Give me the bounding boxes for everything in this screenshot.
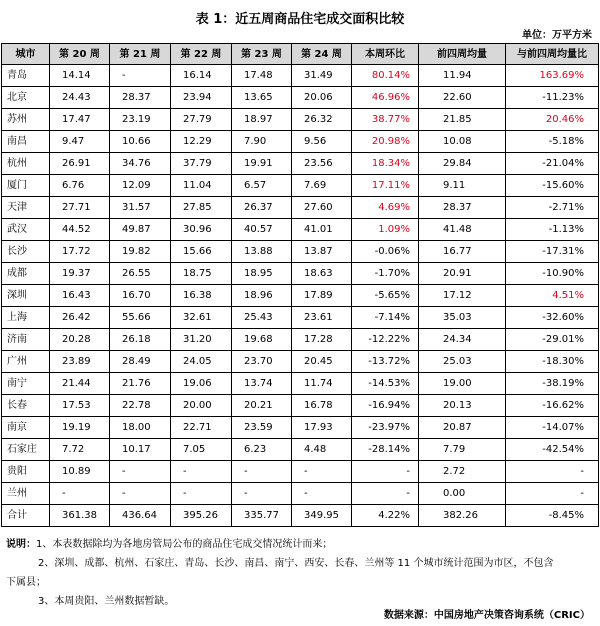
week-22-cell: 16.38 [171,285,232,307]
week-20-cell: 16.43 [50,285,110,307]
table-row [2,461,599,483]
four-week-average-cell: 2.72 [419,461,506,483]
note-item: 2、深圳、成都、杭州、石家庄、青岛、长沙、南昌、南宁、西安、长春、兰州等 11 个城市统计范围为市区，不包含 [38,558,554,569]
vs-average-cell: -21.04% [506,153,599,175]
week-24-cell: 18.63 [292,263,352,285]
week-20-cell: 24.43 [50,87,110,109]
week-21-cell: 28.49 [110,351,171,373]
transaction-area-table [1,43,599,527]
week-21-cell: 436.64 [110,505,171,527]
week-over-week-cell: -1.70% [352,263,419,285]
week-over-week-cell: 4.22% [352,505,419,527]
week-23-cell: 18.97 [232,109,292,131]
week-20-cell: 26.91 [50,153,110,175]
column-header: 第 22 周 [171,44,232,65]
week-23-cell: 18.95 [232,263,292,285]
week-20-cell: 361.38 [50,505,110,527]
week-22-cell: 18.75 [171,263,232,285]
table-row [2,153,599,175]
note-line [6,535,596,554]
week-21-cell: 28.37 [110,87,171,109]
four-week-average-cell: 22.60 [419,87,506,109]
column-header: 与前四周均量比 [506,44,599,65]
week-23-cell: 20.21 [232,395,292,417]
vs-average-cell: -17.31% [506,241,599,263]
week-23-cell: 6.23 [232,439,292,461]
city-cell: 厦门 [2,175,50,197]
table-row [2,109,599,131]
week-22-cell: 23.94 [171,87,232,109]
table-row [2,197,599,219]
week-20-cell: 9.47 [50,131,110,153]
city-cell: 济南 [2,329,50,351]
week-22-cell: 30.96 [171,219,232,241]
week-21-cell: - [110,483,171,505]
table-row [2,395,599,417]
city-cell: 北京 [2,87,50,109]
city-cell: 合计 [2,505,50,527]
table-body [2,65,599,527]
table-row [2,505,599,527]
table-row [2,351,599,373]
week-20-cell: 21.44 [50,373,110,395]
week-24-cell: 17.28 [292,329,352,351]
week-over-week-cell: 20.98% [352,131,419,153]
week-over-week-cell: -14.53% [352,373,419,395]
week-21-cell: 10.17 [110,439,171,461]
city-cell: 南昌 [2,131,50,153]
week-over-week-cell: -0.06% [352,241,419,263]
city-cell: 南京 [2,417,50,439]
four-week-average-cell: 382.26 [419,505,506,527]
week-over-week-cell: - [352,483,419,505]
week-over-week-cell: 80.14% [352,65,419,87]
week-20-cell: 6.76 [50,175,110,197]
week-24-cell: 23.61 [292,307,352,329]
week-over-week-cell: 1.09% [352,219,419,241]
column-header: 第 24 周 [292,44,352,65]
data-source: 数据来源：中国房地产决策咨询系统（CRIC） [383,610,590,621]
week-22-cell: 7.05 [171,439,232,461]
four-week-average-cell: 11.94 [419,65,506,87]
week-over-week-cell: -13.72% [352,351,419,373]
column-header: 本周环比 [352,44,419,65]
week-23-cell: 13.74 [232,373,292,395]
week-22-cell: - [171,461,232,483]
week-21-cell: 26.55 [110,263,171,285]
week-22-cell: 11.04 [171,175,232,197]
city-cell: 杭州 [2,153,50,175]
week-24-cell: 41.01 [292,219,352,241]
city-cell: 成都 [2,263,50,285]
note-item: 1、本表数据除均为各地房管局公布的商品住宅成交情况统计而来； [36,539,333,550]
week-over-week-cell: 17.11% [352,175,419,197]
week-23-cell: 19.68 [232,329,292,351]
week-22-cell: 27.79 [171,109,232,131]
vs-average-cell: 4.51% [506,285,599,307]
week-23-cell: - [232,483,292,505]
column-header: 第 23 周 [232,44,292,65]
week-over-week-cell: - [352,461,419,483]
week-20-cell: 44.52 [50,219,110,241]
week-24-cell: 16.78 [292,395,352,417]
week-20-cell: 19.19 [50,417,110,439]
vs-average-cell: - [506,461,599,483]
city-cell: 上海 [2,307,50,329]
week-22-cell: 19.06 [171,373,232,395]
week-23-cell: 6.57 [232,175,292,197]
week-24-cell: 20.45 [292,351,352,373]
week-24-cell: 31.49 [292,65,352,87]
table-row [2,417,599,439]
week-over-week-cell: -7.14% [352,307,419,329]
city-cell: 长春 [2,395,50,417]
city-cell: 南宁 [2,373,50,395]
week-23-cell: 335.77 [232,505,292,527]
note-item: 下属县； [6,577,46,588]
city-cell: 兰州 [2,483,50,505]
table-row [2,87,599,109]
four-week-average-cell: 17.12 [419,285,506,307]
week-22-cell: 12.29 [171,131,232,153]
week-20-cell: 23.89 [50,351,110,373]
week-23-cell: 19.91 [232,153,292,175]
city-cell: 石家庄 [2,439,50,461]
four-week-average-cell: 7.79 [419,439,506,461]
four-week-average-cell: 20.13 [419,395,506,417]
week-20-cell: 26.42 [50,307,110,329]
city-cell: 广州 [2,351,50,373]
week-24-cell: 13.87 [292,241,352,263]
week-23-cell: 13.65 [232,87,292,109]
week-24-cell: 26.32 [292,109,352,131]
four-week-average-cell: 21.85 [419,109,506,131]
note-item: 3、本周贵阳、兰州数据暂缺。 [38,596,175,607]
week-22-cell: 37.79 [171,153,232,175]
week-20-cell: 10.89 [50,461,110,483]
vs-average-cell: - [506,483,599,505]
week-21-cell: 18.00 [110,417,171,439]
week-24-cell: - [292,461,352,483]
week-over-week-cell: -12.22% [352,329,419,351]
week-21-cell: 31.57 [110,197,171,219]
four-week-average-cell: 24.34 [419,329,506,351]
week-23-cell: 7.90 [232,131,292,153]
week-21-cell: 23.19 [110,109,171,131]
notes-section [6,535,596,611]
four-week-average-cell: 35.03 [419,307,506,329]
week-24-cell: - [292,483,352,505]
vs-average-cell: 163.69% [506,65,599,87]
vs-average-cell: -14.07% [506,417,599,439]
four-week-average-cell: 19.00 [419,373,506,395]
city-cell: 武汉 [2,219,50,241]
week-22-cell: 24.05 [171,351,232,373]
vs-average-cell: -8.45% [506,505,599,527]
four-week-average-cell: 16.77 [419,241,506,263]
vs-average-cell: -29.01% [506,329,599,351]
table-row [2,219,599,241]
week-23-cell: 25.43 [232,307,292,329]
week-23-cell: 17.48 [232,65,292,87]
week-23-cell: - [232,461,292,483]
week-24-cell: 11.74 [292,373,352,395]
week-22-cell: 395.26 [171,505,232,527]
week-21-cell: - [110,461,171,483]
table-row [2,175,599,197]
week-22-cell: 27.85 [171,197,232,219]
unit-label: 单位：万平方米 [522,30,592,41]
table-row [2,307,599,329]
city-cell: 苏州 [2,109,50,131]
week-20-cell: 17.72 [50,241,110,263]
week-24-cell: 7.69 [292,175,352,197]
week-21-cell: 34.76 [110,153,171,175]
table-row [2,65,599,87]
week-21-cell: 10.66 [110,131,171,153]
vs-average-cell: -42.54% [506,439,599,461]
week-21-cell: 55.66 [110,307,171,329]
vs-average-cell: 20.46% [506,109,599,131]
four-week-average-cell: 25.03 [419,351,506,373]
week-21-cell: 21.76 [110,373,171,395]
table-row [2,483,599,505]
four-week-average-cell: 10.08 [419,131,506,153]
week-21-cell: 16.70 [110,285,171,307]
week-21-cell: - [110,65,171,87]
four-week-average-cell: 20.91 [419,263,506,285]
city-cell: 长沙 [2,241,50,263]
vs-average-cell: -11.23% [506,87,599,109]
week-24-cell: 17.93 [292,417,352,439]
week-23-cell: 26.37 [232,197,292,219]
week-over-week-cell: -28.14% [352,439,419,461]
week-22-cell: - [171,483,232,505]
week-over-week-cell: 18.34% [352,153,419,175]
week-over-week-cell: 38.77% [352,109,419,131]
column-header: 城市 [2,44,50,65]
table-header-row [2,44,599,65]
week-24-cell: 27.60 [292,197,352,219]
week-24-cell: 23.56 [292,153,352,175]
four-week-average-cell: 29.84 [419,153,506,175]
table-row [2,439,599,461]
four-week-average-cell: 28.37 [419,197,506,219]
table-row [2,263,599,285]
city-cell: 天津 [2,197,50,219]
four-week-average-cell: 0.00 [419,483,506,505]
table-row [2,241,599,263]
week-22-cell: 20.00 [171,395,232,417]
week-23-cell: 40.57 [232,219,292,241]
week-21-cell: 26.18 [110,329,171,351]
week-21-cell: 22.78 [110,395,171,417]
week-24-cell: 20.06 [292,87,352,109]
week-22-cell: 22.71 [171,417,232,439]
vs-average-cell: -5.18% [506,131,599,153]
table-title: 表 1：近五周商品住宅成交面积比较 [195,12,405,27]
week-20-cell: 20.28 [50,329,110,351]
table-row [2,131,599,153]
week-22-cell: 16.14 [171,65,232,87]
week-20-cell: 27.71 [50,197,110,219]
vs-average-cell: -2.71% [506,197,599,219]
vs-average-cell: -18.30% [506,351,599,373]
week-22-cell: 15.66 [171,241,232,263]
week-21-cell: 19.82 [110,241,171,263]
week-over-week-cell: 4.69% [352,197,419,219]
table-row [2,285,599,307]
column-header: 前四周均量 [419,44,506,65]
week-23-cell: 23.59 [232,417,292,439]
week-21-cell: 49.87 [110,219,171,241]
four-week-average-cell: 41.48 [419,219,506,241]
four-week-average-cell: 9.11 [419,175,506,197]
week-over-week-cell: -23.97% [352,417,419,439]
week-20-cell: - [50,483,110,505]
column-header: 第 20 周 [50,44,110,65]
week-23-cell: 18.96 [232,285,292,307]
week-over-week-cell: -5.65% [352,285,419,307]
city-cell: 贵阳 [2,461,50,483]
table-row [2,329,599,351]
week-24-cell: 9.56 [292,131,352,153]
city-cell: 青岛 [2,65,50,87]
table-row [2,373,599,395]
week-23-cell: 13.88 [232,241,292,263]
week-over-week-cell: -16.94% [352,395,419,417]
vs-average-cell: -16.62% [506,395,599,417]
week-20-cell: 14.14 [50,65,110,87]
week-over-week-cell: 46.96% [352,87,419,109]
week-24-cell: 349.95 [292,505,352,527]
city-cell: 深圳 [2,285,50,307]
week-22-cell: 31.20 [171,329,232,351]
week-24-cell: 4.48 [292,439,352,461]
week-21-cell: 12.09 [110,175,171,197]
vs-average-cell: -32.60% [506,307,599,329]
week-22-cell: 32.61 [171,307,232,329]
four-week-average-cell: 20.87 [419,417,506,439]
week-20-cell: 7.72 [50,439,110,461]
week-20-cell: 19.37 [50,263,110,285]
week-20-cell: 17.53 [50,395,110,417]
vs-average-cell: -1.13% [506,219,599,241]
column-header: 第 21 周 [110,44,171,65]
week-20-cell: 17.47 [50,109,110,131]
week-24-cell: 17.89 [292,285,352,307]
notes-lead: 说明： [6,539,36,550]
week-23-cell: 23.70 [232,351,292,373]
vs-average-cell: -10.90% [506,263,599,285]
vs-average-cell: -15.60% [506,175,599,197]
vs-average-cell: -38.19% [506,373,599,395]
